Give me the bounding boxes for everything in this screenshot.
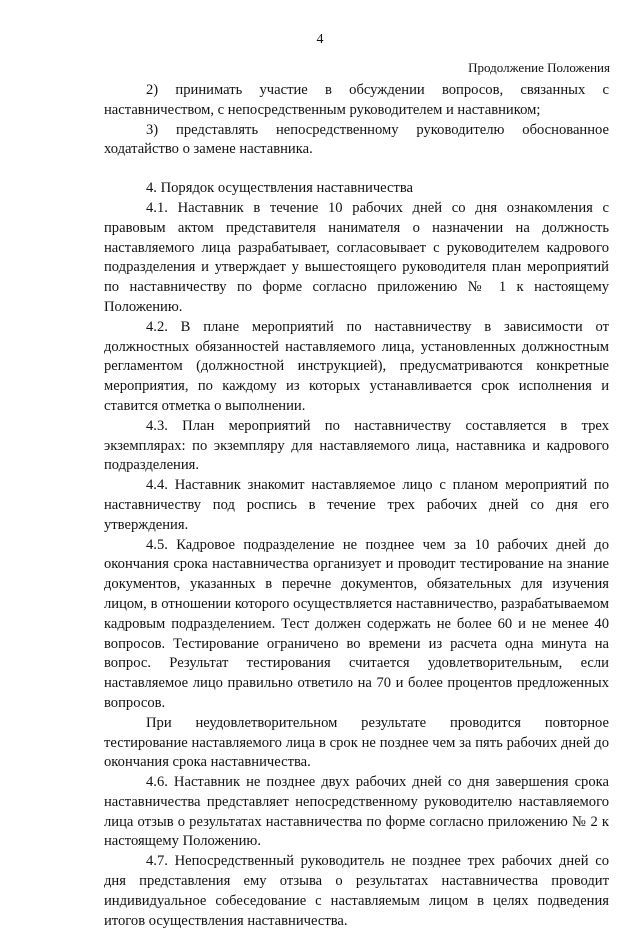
paragraph-4-3: 4.3. План мероприятий по наставничеству составляется в трех экземплярах: по экземпляру для наставляемого лица, наставника и кадрового подразделения. xyxy=(104,417,609,474)
paragraph-4-5: 4.5. Кадровое подразделение не позднее чем за 10 рабочих дней до окончания срока наставничества организует и проводит тестирование на знание документов, указанных в перечне документов, обязательных для изучения лицом, в отношении которого осуществляется наставничество, разрабатываемом кадровым подразделением. Тест должен содержать не более 60 и не менее 40 вопросов. Тестирование ограничено во времени из расчета одна минута на вопрос. Результат тестирования считается удовлетворительным, если наставляемое лицо правильно ответило на 70 и более процентов предложенных вопросов. xyxy=(104,536,609,711)
paragraph-4-4: 4.4. Наставник знакомит наставляемое лицо с планом мероприятий по наставничеству под роспись в течение трех рабочих дней со дня его утверждения. xyxy=(104,477,609,533)
paragraph-4-2: 4.2. В плане мероприятий по наставничеству в зависимости от должностных обязанностей наставляемого лица, установленных должностным регламентом (должностной инструкцией), предусматриваются конкретные мероприятия, по каждому из которых устанавливается срок исполнения и ставится отметка о выполнении. xyxy=(104,318,609,414)
paragraph-4-6: 4.6. Наставник не позднее двух рабочих дней со дня завершения срока наставничества представляет непосредственному руководителю наставляемого лица отзыв о результатах наставничества по форме согласно приложению № 2 к настоящему Положению. xyxy=(104,774,609,850)
paragraph-4-5-retest: При неудовлетворительном результате проводится повторное тестирование наставляемого лица в срок не позднее чем за пять рабочих дней до окончания срока наставничества. xyxy=(104,714,609,771)
paragraph-4-1: 4.1. Наставник в течение 10 рабочих дней со дня ознакомления с правовым актом представителя нанимателя о назначении на должность наставляемого лица разрабатывает, согласовывает с руководителем кадрового подразделения и утверждает у вышестоящего руководителя план мероприятий по наставничеству по форме согласно приложению № 1 к настоящему Положению. xyxy=(104,199,609,315)
paragraph-intro-2: 2) принимать участие в обсуждении вопросов, связанных с наставничеством, с непосредственным руководителем и наставником; xyxy=(104,82,609,118)
section-heading: 4. Порядок осуществления наставничества xyxy=(146,180,414,197)
page-number: 4 xyxy=(316,32,324,47)
paragraph-intro-3: 3) представлять непосредственному руководителю обоснованное ходатайство о замене наставника. xyxy=(104,121,609,158)
continuation-label: Продолжение Положения xyxy=(468,60,610,75)
paragraph-4-7: 4.7. Непосредственный руководитель не позднее трех рабочих дней со дня представления ему отзыва о результатах наставничества проводит индивидуальное собеседование с наставляемым лицом в целях подведения итогов осуществления наставничества. xyxy=(104,853,609,929)
document-body xyxy=(104,81,609,931)
